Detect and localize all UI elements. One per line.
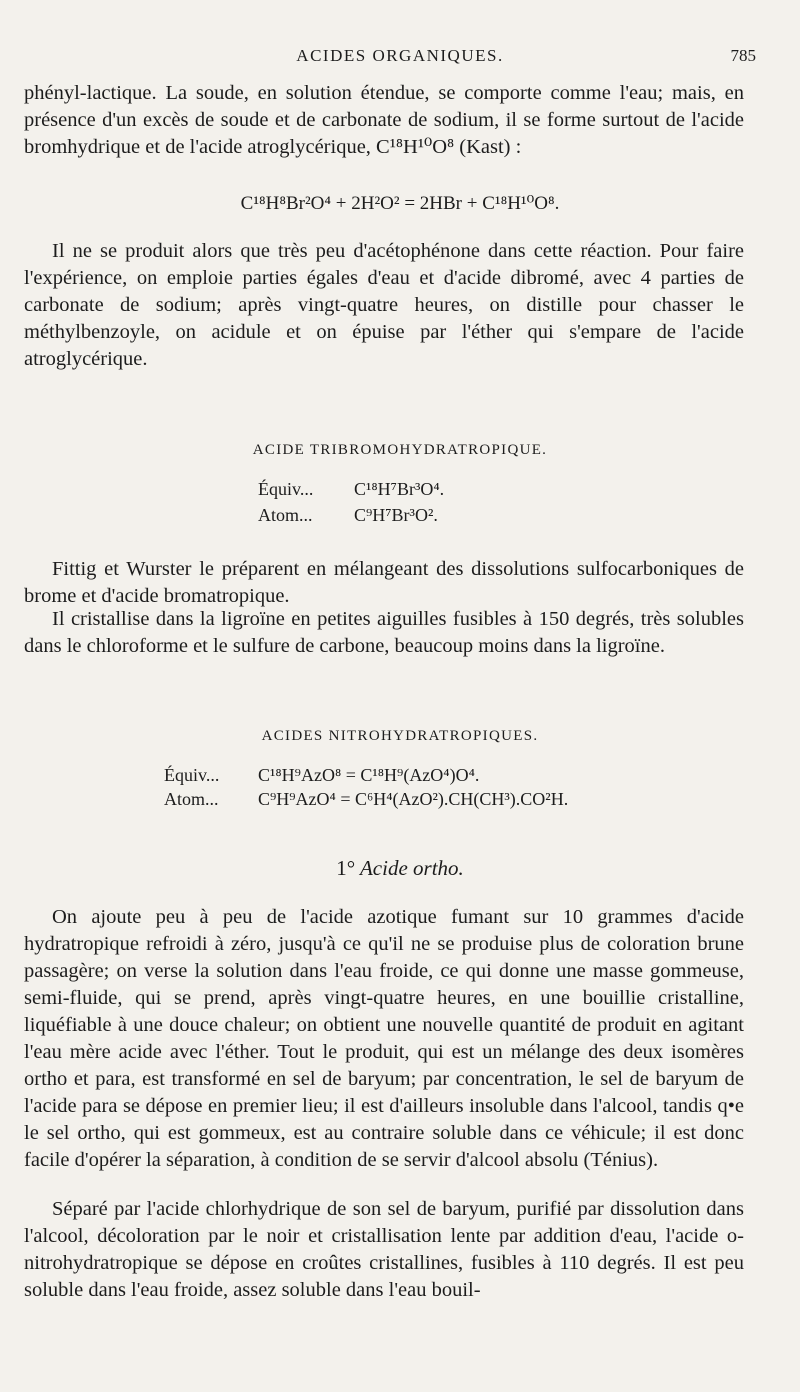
- reaction-equation: C¹⁸H⁸Br²O⁴ + 2H²O² = 2HBr + C¹⁸H¹⁰O⁸.: [240, 193, 560, 214]
- equiv-label-2: Équiv...: [164, 765, 220, 785]
- equiv-value-1: C¹⁸H⁷Br³O⁴.: [354, 479, 445, 499]
- atom-label-2: Atom...: [164, 789, 219, 809]
- paragraph-3: Fittig et Wurster le préparent en mélangeant des dissolutions sulfocarboniques de brome et d'acide bromatropique.: [24, 558, 744, 607]
- paragraph-5: On ajoute peu à peu de l'acide azotique fumant sur 10 grammes d'acide hydratropique refroidi à zéro, jusqu'à ce qu'il ne se produise plus de coloration brune passagère; on verse la solution dans l'eau froide, ce qui donne une masse gommeuse, semi-fluide, qui se prend, après vingt-quatre heures, en une bouillie cristalline, liquéfiable à une douce chaleur; on obtient une nouvelle quantité de produit en agitant l'eau mère acide avec l'éther. Tout le produit, qui est un mélange des deux isomères ortho et para, est transformé en sel de baryum; par concentration, le sel de baryum de l'acide para se dépose en premier lieu; il est d'ailleurs insoluble dans l'alcool, tandis q•e le sel ortho, qui est gommeux, est au contraire soluble dans ce véhicule; il est donc facile d'opérer la séparation, à condition de se servir d'alcool absolu (Ténius).: [24, 906, 744, 1171]
- atom-value-2: C⁹H⁹AzO⁴ = C⁶H⁴(AzO²).CH(CH³).CO²H.: [258, 789, 569, 809]
- running-title: ACIDES ORGANIQUES.: [296, 46, 504, 65]
- paragraph-6: Séparé par l'acide chlorhydrique de son sel de baryum, purifié par dissolution dans l'alcool, décoloration par le noir et cristallisation lente par addition d'eau, l'acide o-nitrohydratropique se dépose en croûtes cristallines, fusibles à 110 degrés. Il est peu soluble dans l'eau froide, assez soluble dans l'eau bouil-: [24, 1198, 744, 1301]
- section-title-tribromohydratropique: ACIDE TRIBROMOHYDRATROPIQUE.: [252, 442, 548, 458]
- paragraph-2: Il ne se produit alors que très peu d'acétophénone dans cette réaction. Pour faire l'expérience, on emploie parties égales d'eau et d'acide dibromé, avec 4 parties de carbonate de sodium; après vingt-quatre heures, on distille pour chasser le méthylbenzoyle, on acidule et on épuise par l'éther qui s'empare de l'acide atroglycérique.: [24, 240, 744, 370]
- atom-value-1: C⁹H⁷Br³O².: [354, 505, 438, 525]
- subsection-heading: [0, 856, 800, 881]
- equiv-value-2: C¹⁸H⁹AzO⁸ = C¹⁸H⁹(AzO⁴)O⁴.: [258, 765, 480, 785]
- equiv-label-1: Équiv...: [258, 479, 314, 499]
- section-title-nitrohydratropiques: ACIDES NITROHYDRATROPIQUES.: [261, 728, 539, 744]
- running-header: [0, 46, 800, 70]
- page-number: 785: [730, 46, 756, 65]
- subsection-number: 1°: [336, 856, 356, 880]
- paragraph-4: Il cristallise dans la ligroïne en petites aiguilles fusibles à 150 degrés, très solubles dans le chloroforme et le sulfure de carbone, beaucoup moins dans la ligroïne.: [24, 608, 744, 657]
- paragraph-1: phényl-lactique. La soude, en solution étendue, se comporte comme l'eau; mais, en présence d'un excès de soude et de carbonate de sodium, il se forme surtout de l'acide bromhydrique et de l'acide atroglycérique, C¹⁸H¹⁰O⁸ (Kast) :: [24, 82, 744, 158]
- atom-label-1: Atom...: [258, 505, 313, 525]
- subsection-title: Acide ortho.: [359, 856, 464, 880]
